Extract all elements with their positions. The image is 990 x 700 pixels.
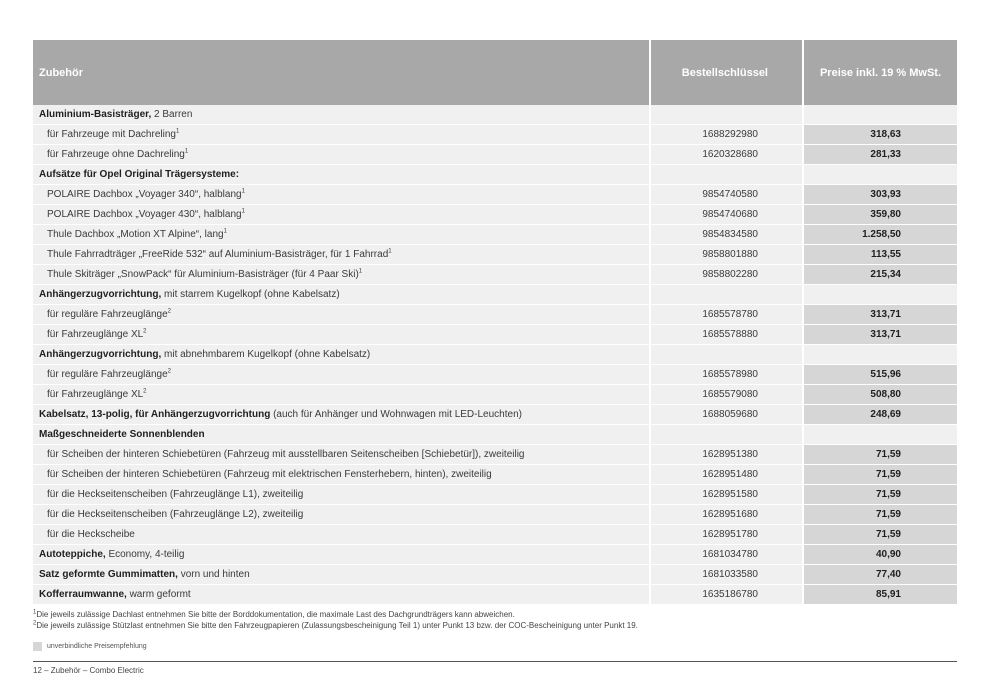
section-label: Anhängerzugvorrichtung, mit abnehmbarem Kugelkopf (ohne Kabelsatz): [33, 345, 650, 365]
price: 1.258,50: [803, 225, 957, 245]
item-label: für die Heckseitenscheiben (Fahrzeuglänge L1), zweiteilig: [33, 485, 650, 505]
order-key: 9854740580: [650, 185, 803, 205]
footnote-2: $^2$Die jeweils zulässige Stützlast entnehmen Sie bitte den Fahrzeugpapieren (Zulassungsbescheinigung Teil 1) unter Punkt 13 bzw. der COC-Bescheinigung unter Punkt 19.: [33, 620, 638, 630]
table-row: [33, 365, 957, 385]
price: 281,33: [803, 145, 957, 165]
order-key: 1685579080: [650, 385, 803, 405]
item-label: Kabelsatz, 13-polig, für Anhängerzugvorrichtung (auch für Anhänger und Wohnwagen mit LED-Leuchten): [33, 405, 650, 425]
section-row: [33, 105, 957, 125]
order-key: 1681034780: [650, 545, 803, 565]
order-key: 1685578880: [650, 325, 803, 345]
order-key: 9858802280: [650, 265, 803, 285]
footnote-ref: 1: [223, 228, 227, 235]
table-row: [33, 505, 957, 525]
legend-label: unverbindliche Preisempfehlung: [47, 643, 147, 650]
section-row: [33, 165, 957, 185]
footnote-ref: 1: [241, 208, 245, 215]
price: 71,59: [803, 465, 957, 485]
item-label: Kofferraumwanne, warm geformt: [33, 585, 650, 605]
item-label: für Fahrzeuglänge $XL^2$: [33, 325, 650, 345]
section-label: Anhängerzugvorrichtung, mit starrem Kugelkopf (ohne Kabelsatz): [33, 285, 650, 305]
item-label: für reguläre Fahrzeuglänge$^2$: [33, 365, 650, 385]
price: 215,34: [803, 265, 957, 285]
item-label: für die Heckscheibe: [33, 525, 650, 545]
section-code-empty: [650, 285, 803, 305]
price: 71,59: [803, 485, 957, 505]
price: 113,55: [803, 245, 957, 265]
order-key: 1635186780: [650, 585, 803, 605]
price: 77,40: [803, 565, 957, 585]
item-label: Thule Dachbox „Motion XT Alpine“, lang$^1$: [33, 225, 650, 245]
order-key: 1685578780: [650, 305, 803, 325]
section-code-empty: [650, 165, 803, 185]
item-label: Thule Skiträger „SnowPack“ für Aluminium-Basisträger (für 4 Paar Ski)$^1$: [33, 265, 650, 285]
legend-swatch: [33, 642, 42, 651]
table-body: [33, 105, 957, 605]
price-legend: [33, 642, 147, 651]
order-key: 1628951480: [650, 465, 803, 485]
footnote-ref: 1: [184, 148, 189, 155]
section-row: [33, 345, 957, 365]
table-row: [33, 325, 957, 345]
table-row: [33, 445, 957, 465]
order-key: 1628951580: [650, 485, 803, 505]
price: 40,90: [803, 545, 957, 565]
order-key: 1688059680: [650, 405, 803, 425]
price: 71,59: [803, 505, 957, 525]
order-key: 1681033580: [650, 565, 803, 585]
section-price-empty: [803, 165, 957, 185]
order-key: 1620328680: [650, 145, 803, 165]
price: 248,69: [803, 405, 957, 425]
price: 318,63: [803, 125, 957, 145]
table-row: [33, 485, 957, 505]
table-row: [33, 305, 957, 325]
item-label: Thule Fahrradträger „FreeRide 532“ auf Aluminium-Basisträger, für 1 Fahrrad$^1$: [33, 245, 650, 265]
footnote-1: $^1$Die jeweils zulässige Dachlast entnehmen Sie bitte der Borddokumentation, die maximale Last des Dachgrundträgers kann abweichen.: [33, 609, 515, 619]
table-header-row: [33, 40, 957, 105]
section-row: [33, 285, 957, 305]
header-accessory: Zubehör: [33, 40, 650, 105]
accessory-price-table-wrapper: [33, 40, 957, 605]
footnote-ref: 2: [167, 368, 171, 375]
table-row: [33, 145, 957, 165]
item-label: für die Heckseitenscheiben (Fahrzeuglänge L2), zweiteilig: [33, 505, 650, 525]
item-label: Satz geformte Gummimatten, vorn und hinten: [33, 565, 650, 585]
section-label: Aufsätze für Opel Original Trägersysteme:: [33, 165, 650, 185]
price: 303,93: [803, 185, 957, 205]
footnote-ref: 2: [167, 308, 171, 315]
header-order-key: Bestellschlüssel: [650, 40, 803, 105]
table-row: [33, 465, 957, 485]
price: 313,71: [803, 325, 957, 345]
section-label: Maßgeschneiderte Sonnenblenden: [33, 425, 650, 445]
item-label: Autoteppiche, Economy, 4-teilig: [33, 545, 650, 565]
section-code-empty: [650, 105, 803, 125]
order-key: 1628951780: [650, 525, 803, 545]
item-label: für Fahrzeuge mit Dachreling$^1$: [33, 125, 650, 145]
section-label: Aluminium-Basisträger, 2 Barren: [33, 105, 650, 125]
table-row: [33, 225, 957, 245]
order-key: 9858801880: [650, 245, 803, 265]
table-row: [33, 125, 957, 145]
table-row: [33, 385, 957, 405]
footer-divider: [33, 661, 957, 662]
item-label: für Scheiben der hinteren Schiebetüren (Fahrzeug mit ausstellbaren Seitenscheiben [Schiebetür]), zweiteilig: [33, 445, 650, 465]
footnote-ref: 2: [143, 328, 147, 335]
price: 85,91: [803, 585, 957, 605]
order-key: 1688292980: [650, 125, 803, 145]
table-row: [33, 525, 957, 545]
footnote-ref: 1: [388, 248, 392, 255]
price: 71,59: [803, 525, 957, 545]
section-price-empty: [803, 425, 957, 445]
order-key: 9854834580: [650, 225, 803, 245]
table-row: [33, 545, 957, 565]
page-footer: 12 – Zubehör – Combo Electric: [33, 666, 144, 675]
footnote-ref: 1: [175, 128, 180, 135]
header-price: Preise inkl. 19 % MwSt.: [803, 40, 957, 105]
item-label: für Fahrzeuglänge $XL^2$: [33, 385, 650, 405]
table-row: [33, 185, 957, 205]
table-row: [33, 405, 957, 425]
item-label: POLAIRE Dachbox „Voyager 430“, halblang$^1$: [33, 205, 650, 225]
order-key: 1628951380: [650, 445, 803, 465]
footnote-ref: 2: [143, 388, 147, 395]
accessory-price-table: [33, 40, 957, 605]
order-key: 1685578980: [650, 365, 803, 385]
table-row: [33, 585, 957, 605]
section-code-empty: [650, 345, 803, 365]
item-label: POLAIRE Dachbox „Voyager 340“, halblang$^1$: [33, 185, 650, 205]
item-label: für Fahrzeuge ohne Dachreling$^1$: [33, 145, 650, 165]
table-row: [33, 245, 957, 265]
item-label: für reguläre Fahrzeuglänge$^2$: [33, 305, 650, 325]
price: 359,80: [803, 205, 957, 225]
section-price-empty: [803, 285, 957, 305]
table-row: [33, 265, 957, 285]
section-price-empty: [803, 105, 957, 125]
order-key: 1628951680: [650, 505, 803, 525]
section-row: [33, 425, 957, 445]
table-row: [33, 205, 957, 225]
order-key: 9854740680: [650, 205, 803, 225]
section-code-empty: [650, 425, 803, 445]
section-price-empty: [803, 345, 957, 365]
footnotes: [33, 609, 638, 631]
footnote-ref: 1: [358, 268, 363, 275]
item-label: für Scheiben der hinteren Schiebetüren (Fahrzeug mit elektrischen Fensterhebern, hinten), zweiteilig: [33, 465, 650, 485]
table-row: [33, 565, 957, 585]
price: 508,80: [803, 385, 957, 405]
price: 515,96: [803, 365, 957, 385]
footnote-ref: 1: [241, 188, 245, 195]
price: 313,71: [803, 305, 957, 325]
price: 71,59: [803, 445, 957, 465]
